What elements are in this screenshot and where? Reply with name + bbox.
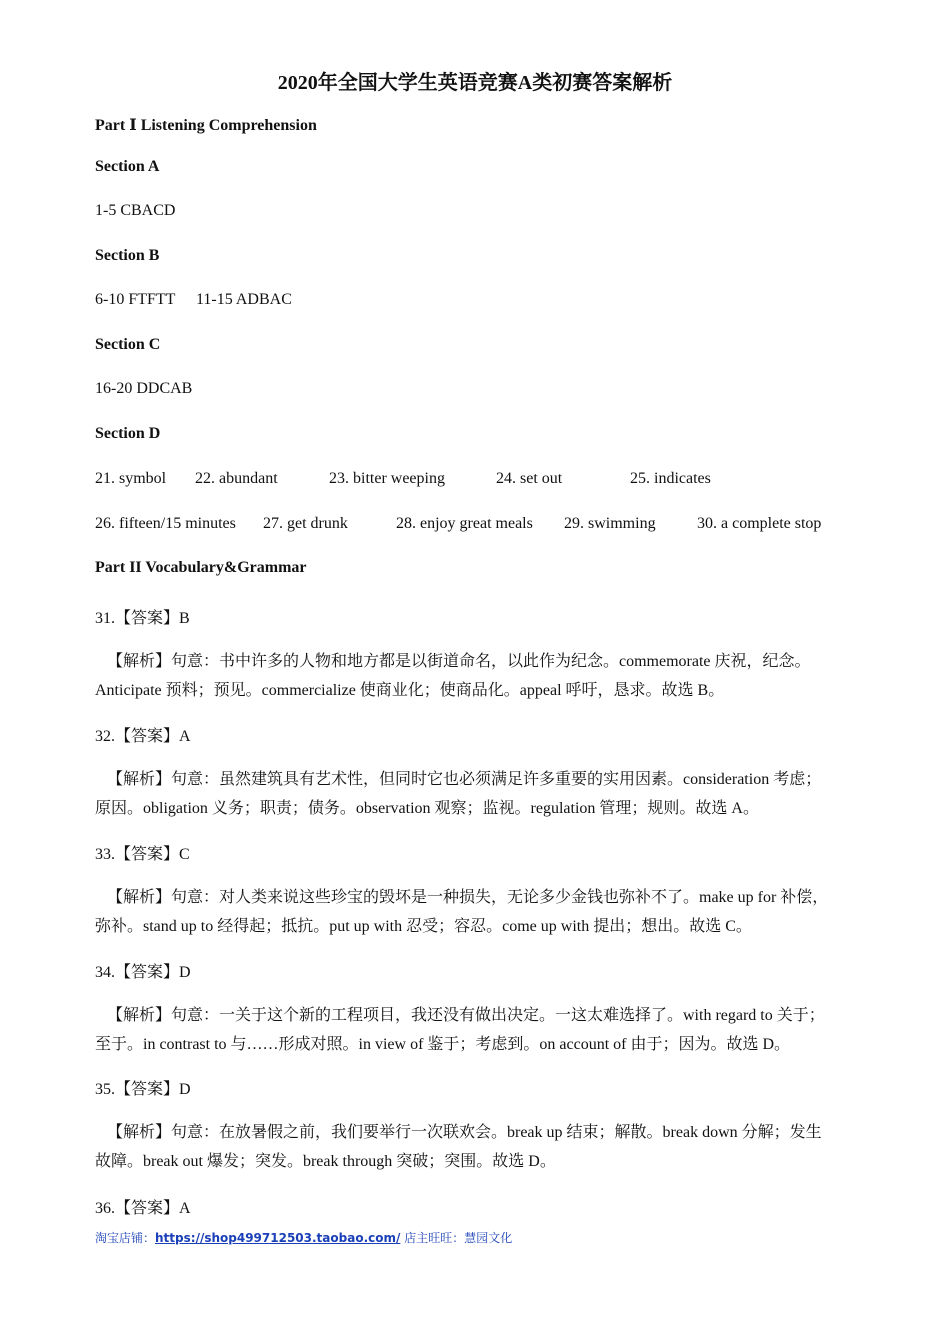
answer-34: 34.【答案】D — [95, 964, 191, 981]
section-d-answer-29: 29. swimming — [564, 515, 656, 532]
section-d-answer-26: 26. fifteen/15 minutes — [95, 515, 236, 532]
answer-31: 31.【答案】B — [95, 610, 190, 627]
section-b-label: Section B — [95, 247, 160, 264]
answer-33: 33.【答案】C — [95, 846, 190, 863]
analysis-34-line2: 至于。in contrast to 与……形成对照。in view of 鉴于；考虑到。on account of 由于；因为。故选 D。 — [95, 1036, 791, 1053]
analysis-34-line1: 【解析】句意：一关于这个新的工程项目，我还没有做出决定。一这太难选择了。with regard to 关于； — [107, 1007, 825, 1024]
analysis-31-line2: Anticipate 预料；预见。commercialize 使商业化；使商品化。appeal 呼吁，恳求。故选 B。 — [95, 682, 725, 699]
section-d-answer-23: 23. bitter weeping — [329, 470, 445, 487]
section-d-label: Section D — [95, 425, 161, 442]
analysis-33-line2: 弥补。stand up to 经得起；抵抗。put up with 忍受；容忍。come up with 提出；想出。故选 C。 — [95, 918, 752, 935]
answer-35: 35.【答案】D — [95, 1081, 191, 1098]
section-c-label: Section C — [95, 336, 161, 353]
section-a-label: Section A — [95, 158, 160, 175]
section-b-answers-2: 11-15 ADBAC — [196, 291, 292, 308]
section-d-answer-22: 22. abundant — [195, 470, 278, 487]
answer-36: 36.【答案】A — [95, 1200, 191, 1217]
section-d-answer-24: 24. set out — [496, 470, 563, 487]
analysis-32-line2: 原因。obligation 义务；职责；债务。observation 观察；监视。regulation 管理；规则。故选 A。 — [95, 800, 759, 817]
section-d-answer-30: 30. a complete stop — [697, 515, 822, 532]
analysis-32-line1: 【解析】句意：虽然建筑具有艺术性，但同时它也必须满足许多重要的实用因素。consideration 考虑； — [107, 771, 822, 788]
footer-prefix: 淘宝店铺： — [95, 1231, 156, 1245]
answer-32: 32.【答案】A — [95, 728, 191, 745]
section-b-answers-1: 6-10 FTFTT — [95, 291, 176, 308]
document-title: 2020年全国大学生英语竞赛A类初赛答案解析 — [277, 72, 673, 94]
part2-heading: Part II Vocabulary&Grammar — [95, 559, 307, 576]
footer — [95, 1229, 512, 1246]
section-c-answers: 16-20 DDCAB — [95, 380, 193, 397]
section-d-answer-21: 21. symbol — [95, 470, 167, 487]
section-a-answers: 1-5 CBACD — [95, 202, 176, 219]
section-d-answer-27: 27. get drunk — [263, 515, 348, 532]
part1-heading: Part Ⅰ Listening Comprehension — [95, 117, 317, 134]
section-d-answer-25: 25. indicates — [630, 470, 711, 487]
analysis-35-line2: 故障。break out 爆发；突发。break through 突破；突围。故选 D。 — [95, 1153, 556, 1170]
analysis-35-line1: 【解析】句意：在放暑假之前，我们要举行一次联欢会。break up 结束；解散。break down 分解；发生 — [107, 1124, 822, 1141]
footer-suffix: 店主旺旺：慧园文化 — [404, 1231, 513, 1245]
analysis-33-line1: 【解析】句意：对人类来说这些珍宝的毁坏是一种损失，无论多少金钱也弥补不了。make up for 补偿， — [107, 889, 829, 906]
shop-link[interactable]: https://shop499712503.taobao.com/ — [155, 1231, 401, 1245]
section-d-answer-28: 28. enjoy great meals — [396, 515, 533, 532]
analysis-31-line1: 【解析】句意：书中许多的人物和地方都是以街道命名，以此作为纪念。commemorate 庆祝，纪念。 — [107, 653, 811, 670]
